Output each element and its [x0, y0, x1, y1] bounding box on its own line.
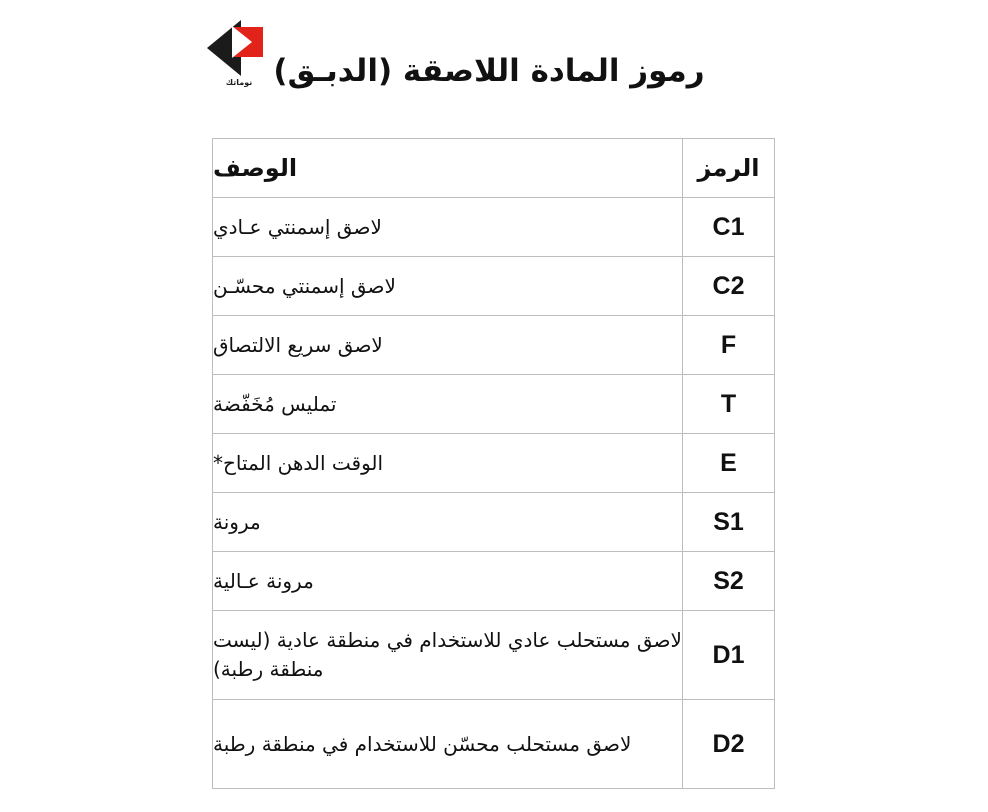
table-row	[213, 611, 775, 700]
cell-code: D1	[683, 611, 775, 700]
arrow-logo-icon	[207, 20, 271, 76]
cell-code: C1	[683, 198, 775, 257]
cell-code: C2	[683, 257, 775, 316]
table-row	[213, 434, 775, 493]
table-row	[213, 316, 775, 375]
table-row	[213, 493, 775, 552]
cell-code: F	[683, 316, 775, 375]
cell-description: لاصق سريع الالتصاق	[213, 316, 683, 375]
cell-code: E	[683, 434, 775, 493]
cell-description: مرونة عـالية	[213, 552, 683, 611]
cell-description: مرونة	[213, 493, 683, 552]
document-header	[0, 22, 988, 122]
adhesive-codes-table-container	[213, 138, 775, 789]
table-row	[213, 198, 775, 257]
cell-description: تمليس مُخَفّضة	[213, 375, 683, 434]
page-title: رموز المادة اللاصقة (الدبـق)	[273, 53, 705, 90]
table-row	[213, 700, 775, 789]
table-body	[213, 198, 775, 789]
table-row	[213, 552, 775, 611]
column-header-description: الوصف	[213, 139, 683, 198]
cell-code: T	[683, 375, 775, 434]
adhesive-codes-table	[212, 138, 775, 789]
cell-description: الوقت الدهن المتاح*	[213, 434, 683, 493]
table-row	[213, 257, 775, 316]
company-logo	[200, 20, 278, 98]
logo-white-notch-shape	[232, 26, 252, 58]
cell-description: لاصق مستحلب عادي للاستخدام في منطقة عادية (ليست منطقة رطبة)	[213, 611, 683, 700]
table-row	[213, 375, 775, 434]
table-header-row	[213, 139, 775, 198]
column-header-code: الرمز	[683, 139, 775, 198]
logo-wordmark: نوماتك	[225, 78, 253, 87]
cell-description: لاصق إسمنتي عـادي	[213, 198, 683, 257]
cell-code: S2	[683, 552, 775, 611]
cell-code: S1	[683, 493, 775, 552]
cell-code: D2	[683, 700, 775, 789]
cell-description: لاصق إسمنتي محسّـن	[213, 257, 683, 316]
cell-description: لاصق مستحلب محسّن للاستخدام في منطقة رطبة	[213, 700, 683, 789]
